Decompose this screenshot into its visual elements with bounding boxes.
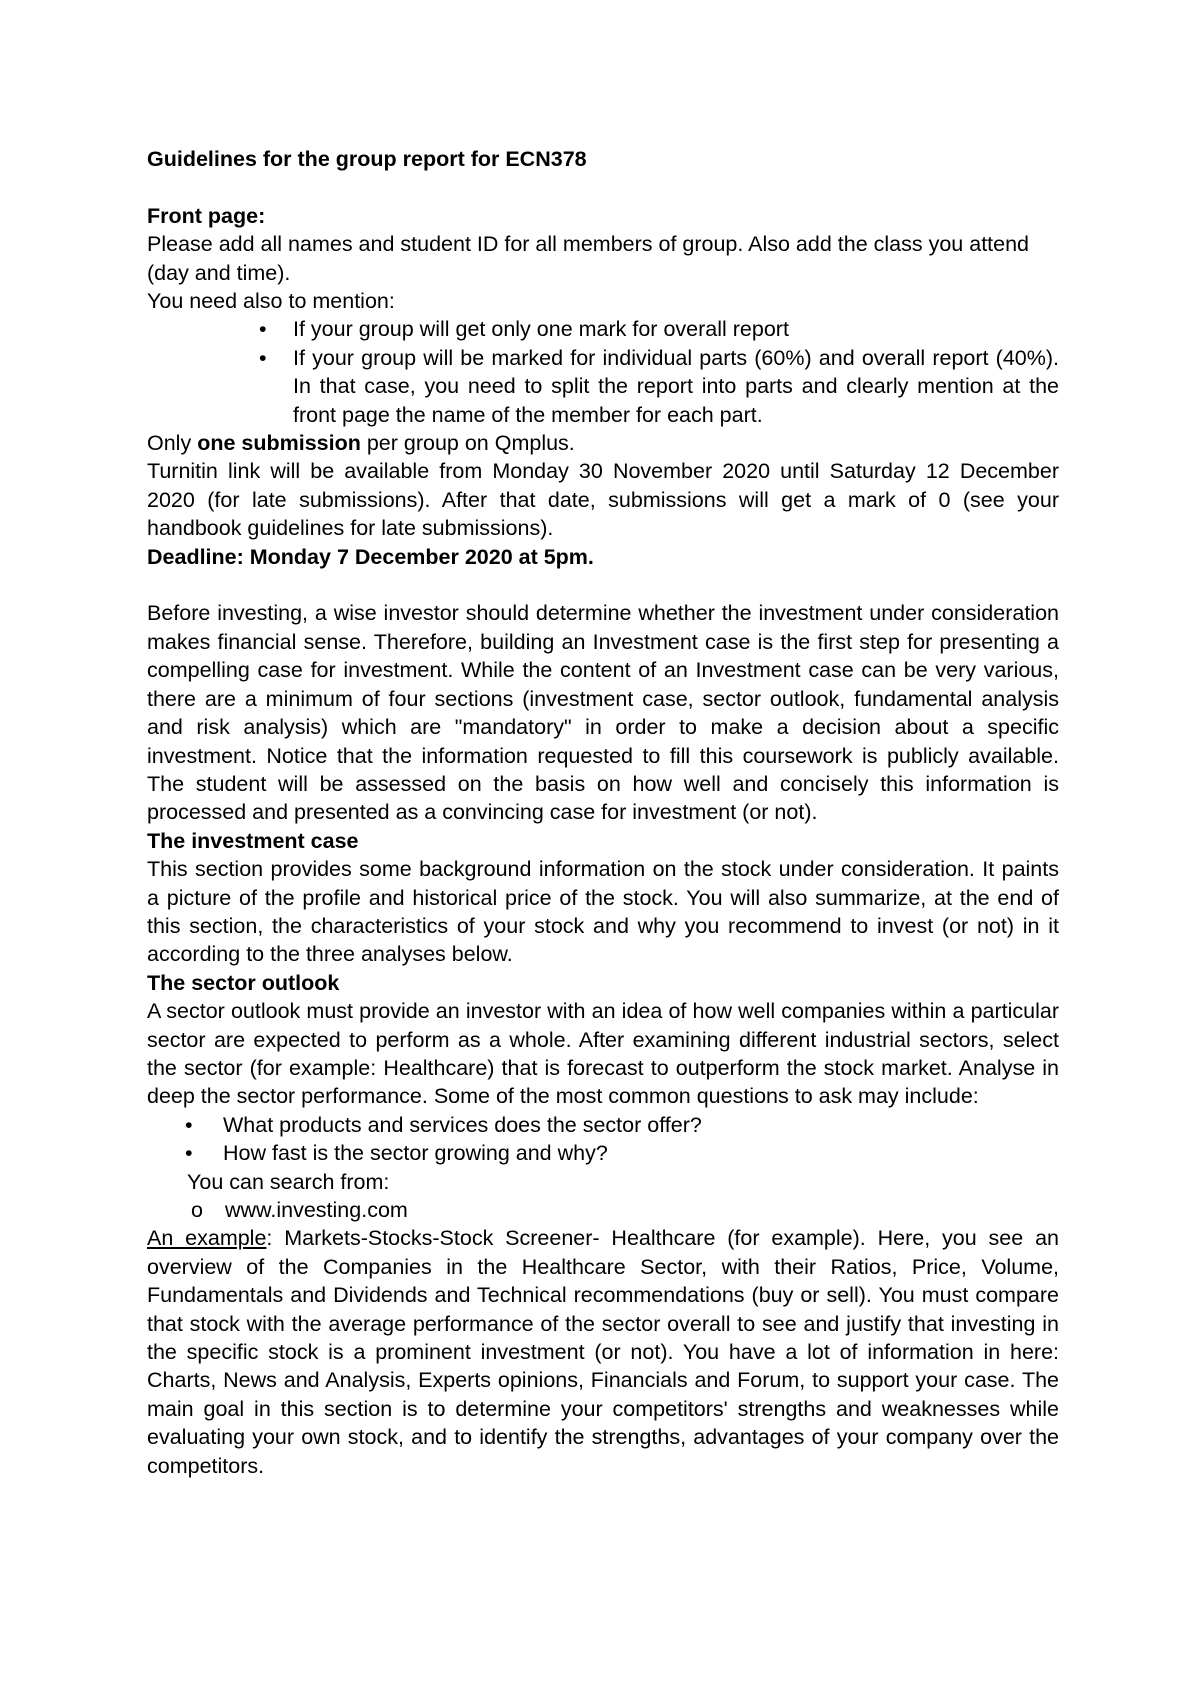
example-paragraph (147, 1224, 1059, 1480)
list-item (185, 1139, 1059, 1167)
investment-case-heading: The investment case (147, 828, 359, 853)
list-item-text: If your group will get only one mark for overall report (293, 317, 789, 342)
example-body: : Markets-Stocks-Stock Screener- Healthcare (for example). Here, you see an overview of the Companies in the Healthcare Sector, with their Ratios, Price, Volume, Fundamentals and Dividends and Technical recommendations (buy or sell). You must compare that stock with the average performance of the sector overall to see and justify that investing in the specific stock is a prominent investment (or not). You have a lot of information in here: Charts, News and Analysis, Experts opinions, Financials and Forum, to support your case. The main goal in this section is to determine your competitors' strengths and weaknesses while evaluating your own stock, and to identify the strengths, advantages of your company over the competitors. (147, 1226, 1059, 1478)
sector-outlook-heading: The sector outlook (147, 970, 340, 995)
investment-case-body: This section provides some background information on the stock under consideration. It paints a picture of the profile and historical price of the stock. You will also summarize, at the end of this section, the characteristics of your stock and why you recommend to invest (or not) in it according to the three analyses below. (147, 857, 1059, 967)
submission-note-pre: Only (147, 431, 198, 456)
example-label: An example (147, 1226, 267, 1251)
bullet-icon: • (185, 1141, 193, 1166)
search-sources-list (147, 1196, 1059, 1224)
list-item (185, 1111, 1059, 1139)
bullet-icon: • (259, 345, 267, 370)
list-item (191, 1196, 1059, 1224)
circle-bullet-icon: o (191, 1198, 203, 1222)
mention-intro: You need also to mention: (147, 289, 395, 314)
document-page (147, 145, 1059, 1480)
submission-note (147, 429, 1059, 457)
sector-questions-list (147, 1111, 1059, 1168)
list-item-text: What products and services does the sector offer? (223, 1112, 702, 1137)
list-item-text: How fast is the sector growing and why? (223, 1141, 608, 1166)
deadline: Deadline: Monday 7 December 2020 at 5pm. (147, 544, 594, 569)
intro-paragraph: Before investing, a wise investor should determine whether the investment under consideration makes financial sense. Therefore, building an Investment case is the first step for presenting a compelling case for investment. While the content of an Investment case can be very various, there are a minimum of four sections (investment case, sector outlook, fundamental analysis and risk analysis) which are "mandatory" in order to make a decision about a specific investment. Notice that the information requested to fill this coursework is publicly available. The student will be assessed on the basis on how well and concisely this information is processed and presented as a convincing case for investment (or not). (147, 601, 1059, 825)
paragraph-gap (147, 571, 1059, 599)
turnitin-note: Turnitin link will be available from Monday 30 November 2020 until Saturday 12 December 2020 (for late submissions). After that date, submissions will get a mark of 0 (see your handbook guidelines for late submissions). (147, 459, 1059, 541)
mention-list (147, 315, 1059, 429)
submission-note-bold: one submission (197, 431, 361, 456)
front-page-instructions: Please add all names and student ID for all members of group. Also add the class you attend (day and time). (147, 232, 1030, 285)
front-page-heading: Front page: (147, 203, 266, 228)
list-item (259, 344, 1059, 429)
list-item-text: If your group will be marked for individual parts (60%) and overall report (40%). In that case, you need to split the report into parts and clearly mention at the front page the name of the member for each part. (293, 345, 1059, 427)
list-item (259, 315, 1059, 343)
submission-note-post: per group on Qmplus. (360, 431, 575, 456)
source-link[interactable]: www.investing.com (225, 1198, 408, 1222)
bullet-icon: • (259, 317, 267, 342)
bullet-icon: • (185, 1112, 193, 1137)
sector-outlook-body: A sector outlook must provide an investor with an idea of how well companies within a particular sector are expected to perform as a whole. After examining different industrial sectors, select the sector (for example: Healthcare) that is forecast to outperform the stock market. Analyse in deep the sector performance. Some of the most common questions to ask may include: (147, 999, 1059, 1109)
document-title: Guidelines for the group report for ECN378 (147, 147, 587, 171)
search-label: You can search from: (187, 1169, 390, 1194)
